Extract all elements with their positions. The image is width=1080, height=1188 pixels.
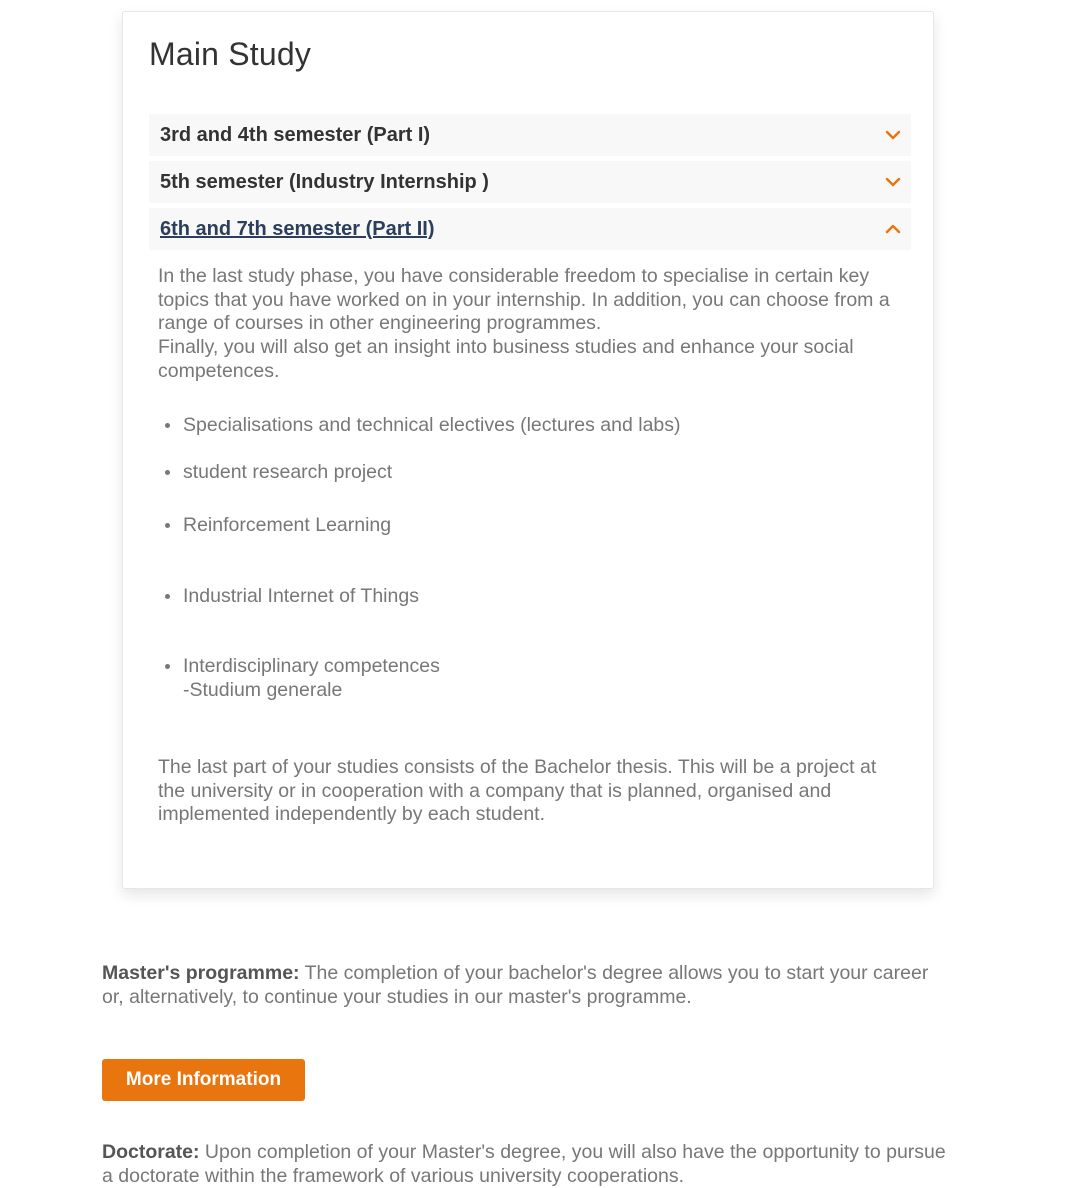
- chevron-up-icon: [885, 221, 901, 237]
- masters-text: The completion of your bachelor's degree allows you to start your career or, alternatively, to continue your studies in our master's programme.: [102, 962, 929, 1008]
- chevron-down-icon: [885, 174, 901, 190]
- more-information-button[interactable]: More Information: [102, 1059, 305, 1101]
- doctorate-label: Doctorate:: [102, 1141, 200, 1163]
- list-item: student research project: [165, 460, 392, 484]
- panel-intro-text: In the last study phase, you have considerable freedom to specialise in certain key topics that you have worked on in your internship. In addition, you can choose from a range of courses in other engineering programmes.: [158, 265, 890, 334]
- accordion-item-internship[interactable]: [149, 161, 911, 203]
- accordion-item-part-2[interactable]: [149, 208, 911, 250]
- list-item: Specialisations and technical electives (lectures and labs): [165, 413, 681, 437]
- masters-label: Master's programme:: [102, 962, 300, 984]
- bullet-dot: [165, 594, 170, 599]
- panel-closing-text: The last part of your studies consists of the Bachelor thesis. This will be a project at the university or in cooperation with a company that is planned, organised and implemented independently by each student.: [158, 756, 877, 825]
- accordion-label[interactable]: 6th and 7th semester (Part II): [160, 217, 435, 240]
- bullet-dot: [165, 423, 170, 428]
- doctorate-paragraph: [102, 1141, 952, 1188]
- bullet-dot: [165, 523, 170, 528]
- bullet-dot: [165, 664, 170, 669]
- accordion-item-part-1[interactable]: [149, 114, 911, 156]
- card-title: Main Study: [149, 36, 312, 72]
- main-study-card: [122, 11, 934, 889]
- masters-paragraph: [102, 962, 952, 1009]
- bullet-dot: [165, 470, 170, 475]
- accordion-label: 3rd and 4th semester (Part I): [160, 123, 431, 146]
- chevron-down-icon: [885, 127, 901, 143]
- panel-intro-text-2: Finally, you will also get an insight into business studies and enhance your social competences.: [158, 336, 854, 382]
- list-item: Interdisciplinary competences -Studium generale: [165, 654, 440, 702]
- list-item: Industrial Internet of Things: [165, 584, 419, 608]
- accordion-label: 5th semester (Industry Internship ): [160, 170, 489, 193]
- list-item-subtext: -Studium generale: [183, 679, 343, 701]
- list-item: Reinforcement Learning: [165, 513, 391, 537]
- doctorate-text: Upon completion of your Master's degree, you will also have the opportunity to pursue a doctorate within the framework of various university cooperations.: [102, 1141, 946, 1187]
